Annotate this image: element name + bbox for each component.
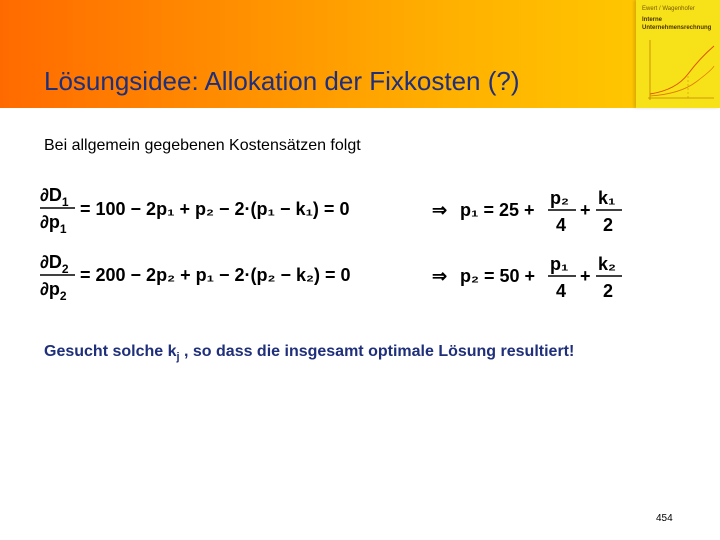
slide-title: Lösungsidee: Allokation der Fixkosten (?) bbox=[44, 66, 520, 96]
eq1-rhs: = 100 − 2p₁ + p₂ − 2·(p₁ − k₁) = 0 bbox=[80, 199, 350, 219]
eq2-deriv-numerator: $\partial D_2$ bbox=[40, 252, 69, 276]
note-subscript: j bbox=[176, 351, 180, 364]
eq1-frac1-denominator: 4 bbox=[556, 215, 567, 235]
book-author: Ewert / Wagenhofer bbox=[642, 6, 695, 12]
intro-text: Bei allgemein gegebenen Kostensätzen folgt bbox=[44, 137, 361, 154]
eq2-implies: ⇒ bbox=[432, 266, 448, 286]
page-number: 454 bbox=[656, 513, 673, 524]
book-title-line1: Interne bbox=[642, 17, 663, 23]
equation-1 bbox=[40, 185, 622, 236]
eq2-frac2-numerator: k₂ bbox=[598, 254, 617, 274]
eq1-deriv-denominator: $\partial p_1$ bbox=[40, 212, 67, 236]
note-part2: , so dass die insgesamt optimale Lösung resultiert! bbox=[179, 343, 575, 360]
equation-2 bbox=[40, 252, 622, 303]
book-title-line2: Unternehmensrechnung bbox=[642, 25, 712, 31]
eq1-frac1-numerator: p₂ bbox=[550, 188, 569, 208]
eq2-frac1-numerator: p₁ bbox=[550, 254, 569, 274]
eq2-result: p₂ = 50 + bbox=[460, 266, 536, 286]
eq2-deriv-denominator: $\partial p_2$ bbox=[40, 279, 67, 303]
eq1-frac2-numerator: k₁ bbox=[598, 188, 616, 208]
eq1-plus: + bbox=[580, 200, 591, 220]
goal-note bbox=[44, 342, 604, 367]
eq2-frac2-denominator: 2 bbox=[603, 281, 614, 301]
eq2-frac1-denominator: 4 bbox=[556, 281, 567, 301]
note-part1: Gesucht solche k bbox=[44, 343, 177, 360]
eq1-deriv-numerator: $\partial D_1$ bbox=[40, 185, 69, 209]
eq2-rhs: = 200 − 2p₂ + p₁ − 2·(p₂ − k₂) = 0 bbox=[80, 265, 351, 285]
eq1-implies: ⇒ bbox=[432, 200, 448, 220]
eq1-frac2-denominator: 2 bbox=[603, 215, 614, 235]
eq2-plus: + bbox=[580, 266, 591, 286]
eq1-result: p₁ = 25 + bbox=[460, 200, 535, 220]
